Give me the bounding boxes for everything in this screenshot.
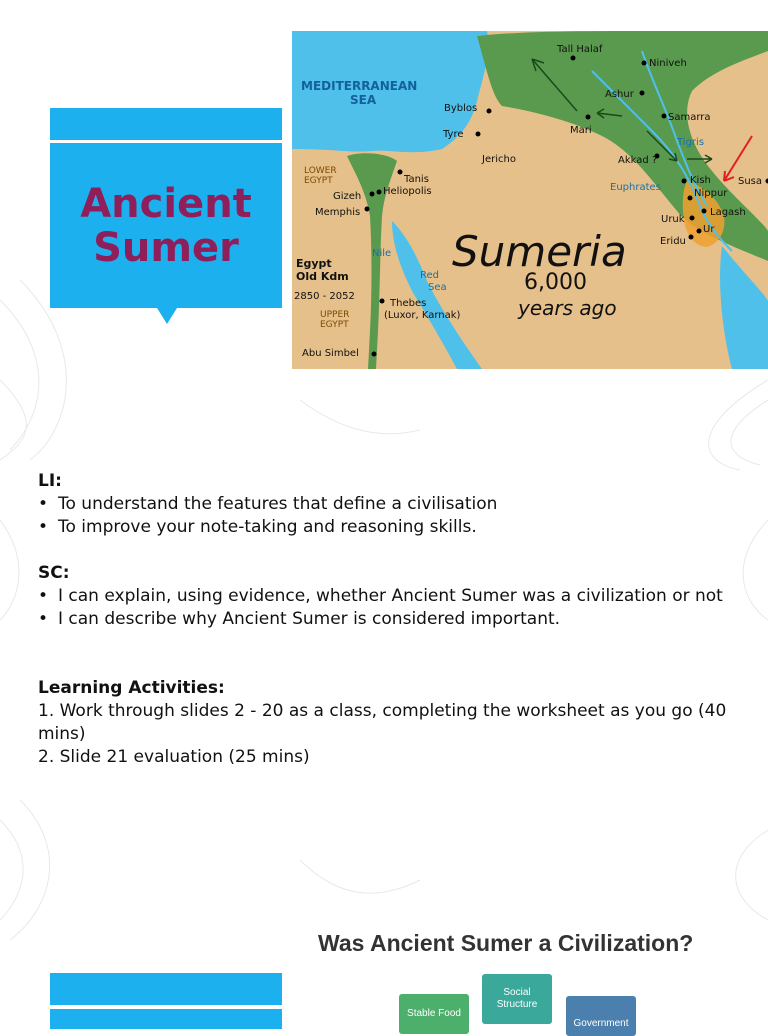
title-line-2: Sumer bbox=[93, 226, 239, 270]
label-sea-line-1: MEDITERRANEAN bbox=[301, 79, 417, 93]
box-stable-food bbox=[399, 994, 469, 1034]
label-euphrates: Euphrates bbox=[610, 182, 661, 193]
slide3-accent-strip-1 bbox=[50, 973, 282, 1005]
banner-ago: years ago bbox=[517, 296, 617, 320]
label-thebes: Thebes bbox=[389, 298, 426, 309]
slide3-title: Was Ancient Sumer a Civilization? bbox=[318, 930, 693, 957]
label-samarra: Samarra bbox=[668, 112, 711, 123]
label-red-sea-2: Sea bbox=[428, 282, 447, 293]
banner-years: 6,000 bbox=[524, 270, 587, 295]
label-upper-egypt-1: UPPER bbox=[320, 310, 349, 320]
sc-heading: SC: bbox=[38, 562, 738, 585]
label-eridu: Eridu bbox=[660, 236, 686, 247]
label-abu-simbel: Abu Simbel bbox=[302, 348, 359, 359]
box-social-structure bbox=[482, 974, 552, 1024]
label-gizeh: Gizeh bbox=[333, 191, 361, 202]
li-list bbox=[38, 493, 738, 539]
li-item: • To understand the features that define a civilisation bbox=[38, 493, 738, 516]
label-tigris: Tigris bbox=[676, 137, 704, 148]
label-kish: Kish bbox=[690, 175, 711, 186]
activity-item: 1. Work through slides 2 - 20 as a class, completing the worksheet as you go (40 mins) bbox=[38, 700, 738, 746]
label-nile: Nile bbox=[372, 248, 391, 259]
box-government bbox=[566, 996, 636, 1036]
label-tanis: Tanis bbox=[403, 174, 429, 185]
slide3-accent-strip-2 bbox=[50, 1009, 282, 1029]
label-egypt-dates: 2850 - 2052 bbox=[294, 291, 355, 302]
activity-item: 2. Slide 21 evaluation (25 mins) bbox=[38, 746, 738, 769]
label-heliopolis: Heliopolis bbox=[383, 186, 432, 197]
label-lower-egypt-1: LOWER bbox=[304, 166, 337, 176]
slide-title bbox=[0, 0, 768, 410]
title-accent-strip bbox=[50, 108, 282, 140]
label-sea-line-2: SEA bbox=[350, 93, 377, 107]
label-susa: Susa bbox=[738, 176, 762, 187]
label-old-kdm: Old Kdm bbox=[296, 270, 349, 283]
label-ashur: Ashur bbox=[605, 89, 635, 100]
label-mari: Mari bbox=[570, 125, 592, 136]
label-luxor: (Luxor, Karnak) bbox=[384, 310, 461, 321]
label-uruk: Uruk bbox=[661, 214, 685, 225]
map-svg bbox=[292, 31, 768, 369]
title-line-1: Ancient bbox=[80, 182, 252, 226]
sc-item: • I can describe why Ancient Sumer is considered important. bbox=[38, 608, 738, 631]
box-social-label-2: Structure bbox=[497, 999, 538, 1011]
label-egypt: Egypt bbox=[296, 257, 332, 270]
box-stable-food-label: Stable Food bbox=[407, 1008, 461, 1020]
sc-list bbox=[38, 585, 738, 631]
label-nippur: Nippur bbox=[694, 188, 728, 199]
title-box bbox=[50, 143, 282, 308]
title-pointer bbox=[157, 308, 177, 324]
label-tyre: Tyre bbox=[442, 129, 464, 140]
label-lower-egypt-2: EGYPT bbox=[304, 176, 333, 186]
label-jericho: Jericho bbox=[481, 154, 516, 165]
label-niniveh: Niniveh bbox=[649, 58, 687, 69]
box-government-label: Government bbox=[573, 1018, 628, 1030]
label-memphis: Memphis bbox=[315, 207, 360, 218]
label-red-sea-1: Red bbox=[420, 270, 439, 281]
li-item: • To improve your note-taking and reasoning skills. bbox=[38, 516, 738, 539]
activities-heading: Learning Activities: bbox=[38, 677, 738, 700]
sc-item: • I can explain, using evidence, whether Ancient Sumer was a civilization or not bbox=[38, 585, 738, 608]
slide-objectives bbox=[38, 470, 738, 769]
box-social-label-1: Social bbox=[497, 987, 538, 999]
sumeria-map bbox=[292, 31, 768, 369]
label-byblos: Byblos bbox=[444, 103, 477, 114]
label-tall-halaf: Tall Halaf bbox=[556, 44, 603, 55]
label-upper-egypt-2: EGYPT bbox=[320, 320, 349, 330]
li-heading: LI: bbox=[38, 470, 738, 493]
label-lagash: Lagash bbox=[710, 207, 746, 218]
label-ur: Ur bbox=[703, 224, 715, 235]
label-akkad: Akkad ? bbox=[618, 155, 657, 166]
banner-sumeria: Sumeria bbox=[452, 227, 627, 276]
